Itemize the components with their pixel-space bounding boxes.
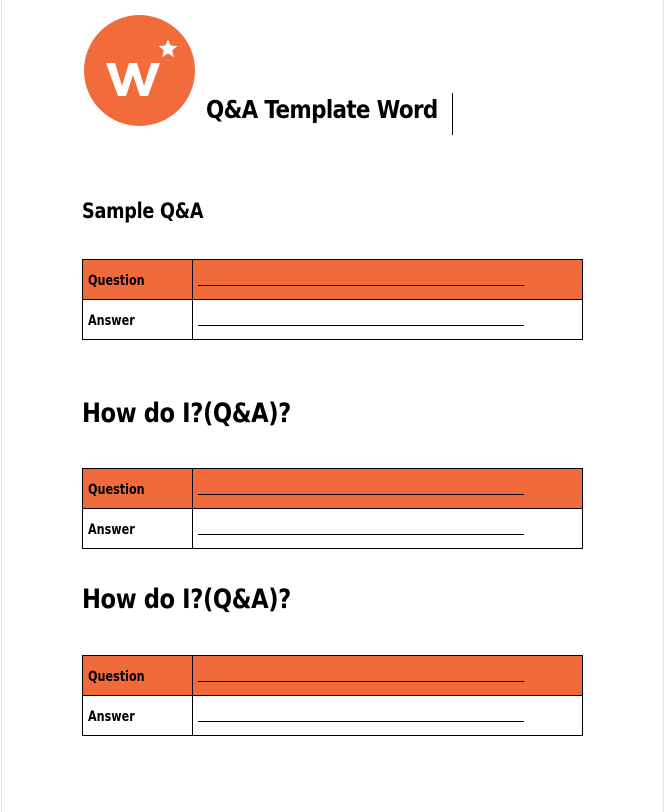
answer-label-cell [83,509,193,549]
question-label: Question [88,669,145,685]
answer-field[interactable] [193,509,583,549]
answer-field[interactable] [193,300,583,340]
document-title: Q&A Template Word [206,95,438,124]
blank-line [198,721,524,722]
blank-line [198,534,524,535]
qa-table [82,468,583,549]
page-edge-right [663,0,664,812]
answer-row [83,696,583,736]
section-heading: Sample Q&A [82,199,204,223]
question-label: Question [88,273,145,289]
text-cursor [452,93,453,135]
question-answer-field[interactable] [193,469,583,509]
page-edge-left [1,0,2,812]
answer-field[interactable] [193,696,583,736]
blank-line [198,681,524,682]
question-label-cell [83,656,193,696]
answer-label-cell [83,696,193,736]
section-heading: How do I?(Q&A)? [82,584,291,615]
blank-line [198,494,524,495]
question-row [83,260,583,300]
w-logo-icon [84,15,195,126]
question-label: Question [88,482,145,498]
question-label-cell [83,260,193,300]
answer-row [83,509,583,549]
question-row [83,656,583,696]
qa-table [82,259,583,340]
question-label-cell [83,469,193,509]
question-row [83,469,583,509]
answer-row [83,300,583,340]
question-answer-field[interactable] [193,260,583,300]
answer-label: Answer [88,709,135,725]
blank-line [198,325,524,326]
answer-label: Answer [88,313,135,329]
qa-table [82,655,583,736]
answer-label-cell [83,300,193,340]
question-answer-field[interactable] [193,656,583,696]
answer-label: Answer [88,522,135,538]
blank-line [198,285,524,286]
section-heading: How do I?(Q&A)? [82,398,291,429]
